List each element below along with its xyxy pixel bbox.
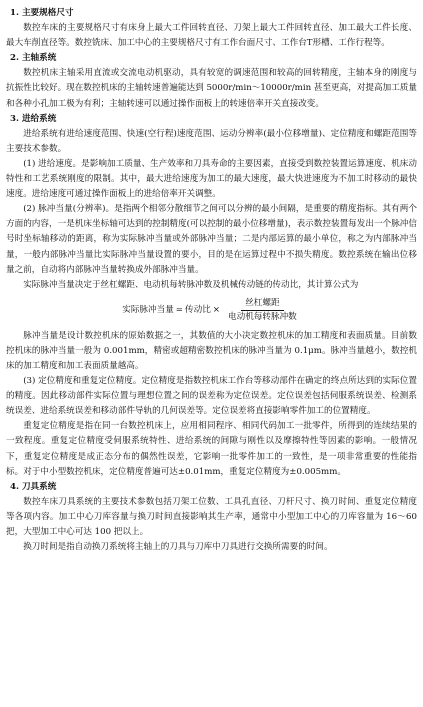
section-heading-main-specs: 1. 主要规格尺寸 [10,8,74,18]
formula-numerator: 丝杠螺距 [241,297,283,311]
paragraph: 进给系统有进给速度范围、快速(空行程)速度范围、运动分辨率(最小位移增量)、定位精度和螺距范围等主要技术参数。 [6,128,417,154]
paragraph: (2) 脉冲当量(分辨率)。是指两个相邻分散细节之间可以分辨的最小间隔，是重要的精度指标。其有两个方面的内容，一是机床坐标轴可达到的控制精度(可以控制的最小位移增量)，表示数控装置每发出一个脉冲信号时坐标轴移动的距离，称为实际脉冲当量或外部脉冲当量；二是内部运算的最小单位，称之为内部脉冲当量，一般内部脉冲当量比实际脉冲当量设置的要小，目的是在运算过程中不损失精度。数控系统在输出位移量之前，自动将内部脉冲当量转换成外部脉冲当量。 [6,204,417,275]
section-heading-tool-system: 4. 刀具系统 [10,481,57,492]
paragraph: 数控车床刀具系统的主要技术参数包括刀架工位数、工具孔直径、刀杆尺寸、换刀时间、重复定位精度等各项内容。加工中心刀库容量与换刀时间直接影响其生产率，通常中小型加工中心的刀库容量为 16～60 把，大型加工中心可达 100 把以上。 [6,496,417,537]
paragraph: 重复定位精度是指在同一台数控机床上，应用相同程序、相同代码加工一批零件，所得到的连续结果的一致程度。重复定位精度受伺服系统特性、进给系统的间隙与刚性以及摩擦特性等因素的影响。一般情况下，重复定位精度是成正态分布的偶然性误差，它影响一批零件加工的一致性，是一项非常重要的性能指标。对于中小型数控机床，定位精度普遍可达±0.01mm，重复定位精度为±0.005mm。 [6,421,417,477]
formula-denominator: 电动机每转脉冲数 [228,312,297,323]
section-heading-spindle-system: 2. 主轴系统 [10,53,57,64]
paragraph: (1) 进给速度。是影响加工质量、生产效率和刀具寿命的主要因素，直接受到数控装置运算速度、机床动特性和工艺系统刚度的限制。其中，最大进给速度为加工的最大速度，最大快进速度为不加工时移动的最快速度。进给速度可通过操作面板上的进给倍率开关调整。 [6,158,417,200]
formula-lhs: 实际脉冲当量 [122,305,174,316]
formula-times: × [212,305,220,316]
section-heading-feed-system: 3. 进给系统 [10,113,57,124]
paragraph: 数控机床主轴采用直流或交流电动机驱动，具有较宽的调速范围和较高的回转精度，主轴本身的刚度与抗振性比较好。现在数控机床的主轴转速普遍能达到 5000r/min～10000r/min 甚至更高，对提高加工质量和各种小孔加工极为有利；主轴转速可以通过操作面板上的转速倍率开关直接改变。 [6,68,417,109]
pulse-equivalent-formula [6,295,417,327]
formula-transmission-ratio: 传动比 [185,305,211,316]
paragraph: 数控车床的主要规格尺寸有床身上最大工件回转直径、刀架上最大工件回转直径、加工最大工件长度、最大车削直径等。数控铣床、加工中心的主要规格尺寸有工作台面尺寸、工作台T形槽、工作行程等。 [6,23,417,49]
formula-equals: = [175,305,183,316]
paragraph: 换刀时间是指自动换刀系统将主轴上的刀具与刀库中刀具进行交换所需要的时间。 [23,542,333,553]
formula-fraction [224,297,301,324]
paragraph: 实际脉冲当量决定于丝杠螺距、电动机每转脉冲数及机械传动链的传动比，其计算公式为 [23,279,359,290]
paragraph: (3) 定位精度和重复定位精度。定位精度是指数控机床工作台等移动部件在确定的终点所达到的实际位置的精度。因此移动部件实际位置与理想位置之间的误差称为定位误差。定位误差包括伺服系统误差、检测系统误差、进给系统误差和移动部件导轨的几何误差等。定位误差将直接影响零件加工的位置精度。 [6,376,417,417]
paragraph: 脉冲当量是设计数控机床的原始数据之一，其数值的大小决定数控机床的加工精度和表面质量。目前数控机床的脉冲当量一般为 0.001mm，精密或超精密数控机床的脉冲当量为 0.1μm。脉冲当量越小，数控机床的加工精度和加工表面质量越高。 [6,330,417,371]
